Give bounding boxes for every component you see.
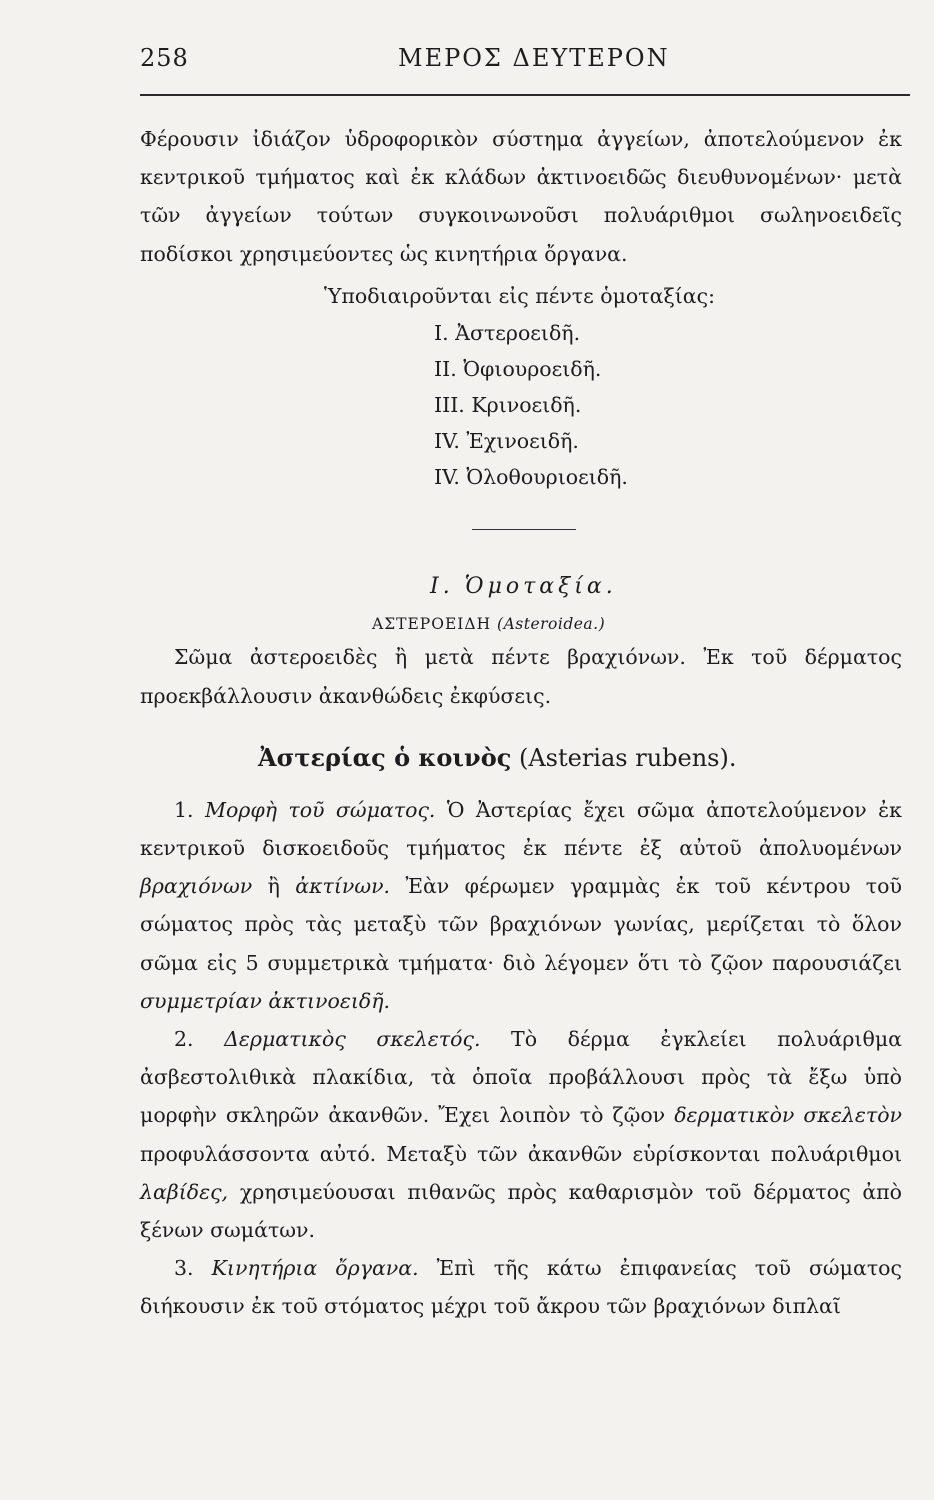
paragraph-number: 2.: [174, 1026, 194, 1051]
paragraph-heading: Δερματικὸς σκελετός.: [224, 1026, 481, 1051]
species-latin-name: (Asterias rubens).: [518, 743, 737, 772]
species-heading: [140, 739, 902, 777]
list-item-label: Κρινοειδῆ.: [471, 392, 582, 417]
class-list: [140, 315, 902, 495]
intro-paragraph: Φέρουσιν ἰδιάζον ὑδροφορικὸν σύστημα ἀγγείων, ἀποτελούμενον ἐκ κεντρικοῦ τμήματος καὶ ἐκ κλάδων ἀκτινοειδῶς διευθυνομένων· μετὰ τῶν ἀγγείων τούτων συγκοινωνοῦσι πολυάριθμοι σωληνοειδεῖς ποδίσκοι χρησιμεύοντες ὡς κινητήρια ὄργανα.: [140, 127, 902, 266]
paragraph-text: Ὁ Ἀστερίας ἔχει σῶμα ἀποτελούμενον ἐκ κεντρικοῦ δισκοειδοῦς τμήματος ἐκ πέντε ἐξ αὐτοῦ ἀπολυομένων: [140, 797, 902, 860]
list-item: [434, 423, 902, 459]
emphasis-text: συμμετρίαν ἀκτινοειδῆ.: [140, 988, 391, 1013]
paragraph-text: Τὸ δέρμα ἐγκλείει πολυάριθμα ἀσβεστολιθικὰ πλακίδια, τὰ ὁποῖα προβάλλουσι πρὸς τὰ ἔξω ὑπὸ μορφὴν σκληρῶν ἀκανθῶν. Ἔχει λοιπὸν τὸ ζῷον: [140, 1026, 902, 1128]
list-item-label: Ἀστεροειδῆ.: [455, 320, 581, 345]
list-item-number: II.: [434, 356, 457, 381]
page-body: [140, 120, 902, 1326]
section-name: ΑΣΤΕΡΟΕΙΔΗ: [372, 615, 492, 634]
paragraph-text: Ἐὰν φέρωμεν γραμμὰς ἐκ τοῦ κέντρου τοῦ σώματος πρὸς τὰς μεταξὺ τῶν βραχιόνων γωνίας, μερίζεται τὸ ὅλον σῶμα εἰς 5 συμμετρικὰ τμήματα· διὸ λέγομεν ὅτι τὸ ζῷον παρουσιάζει: [140, 874, 902, 975]
paragraph-heading: Κινητήρια ὄργανα.: [211, 1256, 419, 1281]
running-head: ΜΕΡΟΣ ΔΕΥΤΕΡΟΝ: [398, 44, 670, 72]
list-item-number: IV.: [434, 428, 460, 453]
section-latin-name: (Asteroidea.): [497, 615, 606, 634]
paragraph-heading: Μορφὴ τοῦ σώματος.: [204, 797, 436, 822]
species-greek-name: Ἀστερίας ὁ κοινὸς: [258, 742, 512, 772]
emphasis-text: ἀκτίνων.: [295, 874, 391, 899]
list-item-label: Ὀφιουροειδῆ.: [463, 356, 602, 381]
paragraph-number: 3.: [174, 1256, 194, 1281]
list-item-number: I.: [434, 320, 449, 345]
page-number: 258: [140, 44, 189, 72]
list-item-label: Ἐχινοειδῆ.: [466, 428, 579, 453]
numbered-paragraph: [140, 1249, 902, 1325]
paragraph-number: 1.: [174, 797, 194, 822]
list-item: [434, 315, 902, 351]
header-rule: [140, 94, 910, 96]
section-title: I. Ὁμοταξία.: [430, 574, 617, 600]
paragraph-text: Ἐπὶ τῆς κάτω ἐπιφανείας τοῦ σώματος διήκουσιν ἐκ τοῦ στόματος μέχρι τοῦ ἄκρου τῶν βραχιόνων διπλαῖ: [140, 1256, 902, 1319]
list-item: [434, 387, 902, 423]
list-item-number: III.: [434, 392, 465, 417]
list-item-number: IV.: [434, 464, 460, 489]
list-item: [434, 351, 902, 387]
emphasis-text: λαβίδες,: [140, 1179, 229, 1204]
list-item-label: Ὀλοθουριοειδῆ.: [466, 464, 628, 489]
paragraph-text: προφυλάσσοντα αὐτό. Μεταξὺ τῶν ἀκανθῶν εὑρίσκονται πολυάριθμοι: [140, 1141, 902, 1166]
paragraph-text: ἢ: [267, 874, 280, 899]
page-header: [140, 44, 894, 84]
emphasis-text: δερματικὸν σκελετὸν: [674, 1103, 902, 1128]
section-subtitle: [140, 610, 902, 638]
numbered-paragraph: [140, 791, 902, 1020]
section-description: Σῶμα ἀστεροειδὲς ἢ μετὰ πέντε βραχιόνων. Ἐκ τοῦ δέρματος προεκβάλλουσιν ἀκανθώδεις ἐκφύσεις.: [140, 645, 902, 708]
list-item: [434, 459, 902, 495]
emphasis-text: βραχιόνων: [140, 874, 253, 899]
section-divider: [472, 529, 576, 531]
subdivision-line: Ὑποδιαιροῦνται εἰς πέντε ὁμοταξίας:: [324, 283, 716, 308]
paragraph-text: χρησιμεύουσαι πιθανῶς πρὸς καθαρισμὸν τοῦ δέρματος ἀπὸ ξένων σωμάτων.: [140, 1179, 902, 1242]
numbered-paragraph: [140, 1020, 902, 1249]
